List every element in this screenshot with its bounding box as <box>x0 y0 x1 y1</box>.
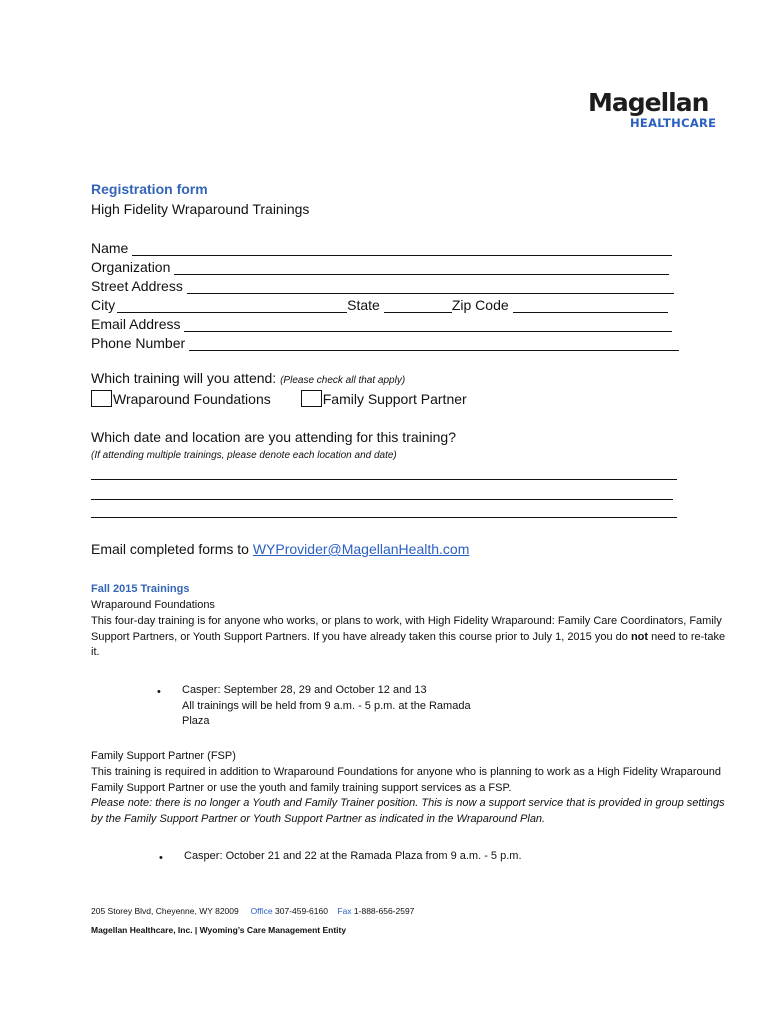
organization-input-line[interactable] <box>174 261 669 275</box>
name-field[interactable] <box>91 238 672 256</box>
email-prefix: Email completed forms to <box>91 541 249 557</box>
wf-description-bold: not <box>630 630 649 643</box>
logo-subtext: HEALTHCARE <box>630 116 717 130</box>
street-input-line[interactable] <box>187 280 674 294</box>
city-input-line[interactable] <box>117 299 347 313</box>
name-label: Name <box>91 240 129 256</box>
phone-label: Phone Number <box>91 335 186 351</box>
wraparound-foundations-checkbox[interactable] <box>91 390 112 407</box>
phone-field[interactable] <box>91 333 679 351</box>
answer-line-3[interactable] <box>91 517 677 518</box>
training-question <box>91 370 405 386</box>
phone-input-line[interactable] <box>189 337 679 351</box>
name-input-line[interactable] <box>132 242 672 256</box>
footer-fax-label: Fax <box>337 906 352 916</box>
organization-label: Organization <box>91 259 171 275</box>
wf-description-a: This four-day training is for anyone who works, or plans to work, with High Fidelity Wraparound: Family Care Coordinators, Family Support Partners, or Youth Support Partners. If you have already taken this course prior to July 1, 2015 you do <box>91 615 722 643</box>
family-support-partner-label: Family Support Partner <box>322 390 467 407</box>
option-wraparound-foundations[interactable] <box>91 390 271 407</box>
training-question-note: (Please check all that apply) <box>280 375 406 386</box>
wf-bullet <box>182 683 471 730</box>
date-question: Which date and location are you attending for this training? <box>91 429 457 445</box>
street-label: Street Address <box>91 278 183 294</box>
training-options <box>91 390 467 407</box>
answer-line-2[interactable] <box>91 499 673 500</box>
city-state-zip-row <box>91 295 668 313</box>
fsp-description: This training is required in addition to Wraparound Foundations for anyone who is planning to work as a High Fidelity Wraparound Family Support Partner or use the youth and family training support services as a FSP. <box>91 766 722 794</box>
footer-office-label: Office <box>250 906 273 916</box>
wf-description-b: need to re-take it. <box>91 630 726 658</box>
footer-fax: 1-888-656-2597 <box>353 906 415 916</box>
bullet-dot-2: • <box>159 852 163 864</box>
wraparound-foundations-label: Wraparound Foundations <box>113 390 271 407</box>
email-input-line[interactable] <box>184 318 672 332</box>
trainings-heading: Fall 2015 Trainings <box>91 583 190 595</box>
answer-line-1[interactable] <box>91 479 677 480</box>
magellan-logo <box>588 88 718 130</box>
fsp-bullet: Casper: October 21 and 22 at the Ramada Plaza from 9 a.m. - 5 p.m. <box>184 850 522 862</box>
form-title: Registration form <box>91 181 208 197</box>
footer-contact <box>91 906 414 916</box>
bullet-dot-1: • <box>157 686 161 698</box>
organization-field[interactable] <box>91 257 669 275</box>
city-label: City <box>91 297 116 313</box>
training-question-text: Which training will you attend: <box>91 370 277 386</box>
footer-office: 307-459-6160 <box>274 906 328 916</box>
fsp-title: Family Support Partner (FSP) <box>91 750 236 762</box>
email-link[interactable]: WYProvider@MagellanHealth.com <box>252 541 470 557</box>
option-family-support-partner[interactable] <box>301 390 467 407</box>
wf-title: Wraparound Foundations <box>91 599 215 611</box>
wf-bullet-line3: Plaza <box>182 715 210 727</box>
zip-input-line[interactable] <box>513 299 668 313</box>
state-label: State <box>347 297 380 313</box>
footer-address: 205 Storey Blvd, Cheyenne, WY 82009 <box>91 906 239 916</box>
wf-description <box>91 614 731 661</box>
street-field[interactable] <box>91 276 674 294</box>
wf-bullet-line2: All trainings will be held from 9 a.m. - 5 p.m. at the Ramada <box>182 699 471 712</box>
email-instructions <box>91 541 469 557</box>
email-label: Email Address <box>91 316 181 332</box>
state-input-line[interactable] <box>384 299 452 313</box>
form-subtitle: High Fidelity Wraparound Trainings <box>91 201 310 217</box>
zip-label: Zip Code <box>451 297 509 313</box>
fsp-note: Please note: there is no longer a Youth and Family Trainer position. This is now a support service that is provided in group settings by the Family Support Partner or Youth Support Partner as indicated in the Wraparound Plan. <box>91 797 725 825</box>
date-question-note: (If attending multiple trainings, please denote each location and date) <box>91 450 397 461</box>
email-field[interactable] <box>91 314 672 332</box>
footer-entity: Magellan Healthcare, Inc. | Wyoming’s Care Management Entity <box>91 925 347 935</box>
family-support-partner-checkbox[interactable] <box>301 390 322 407</box>
logo-wordmark: Magellan <box>588 88 709 117</box>
wf-bullet-line1: Casper: September 28, 29 and October 12 and 13 <box>182 684 427 696</box>
